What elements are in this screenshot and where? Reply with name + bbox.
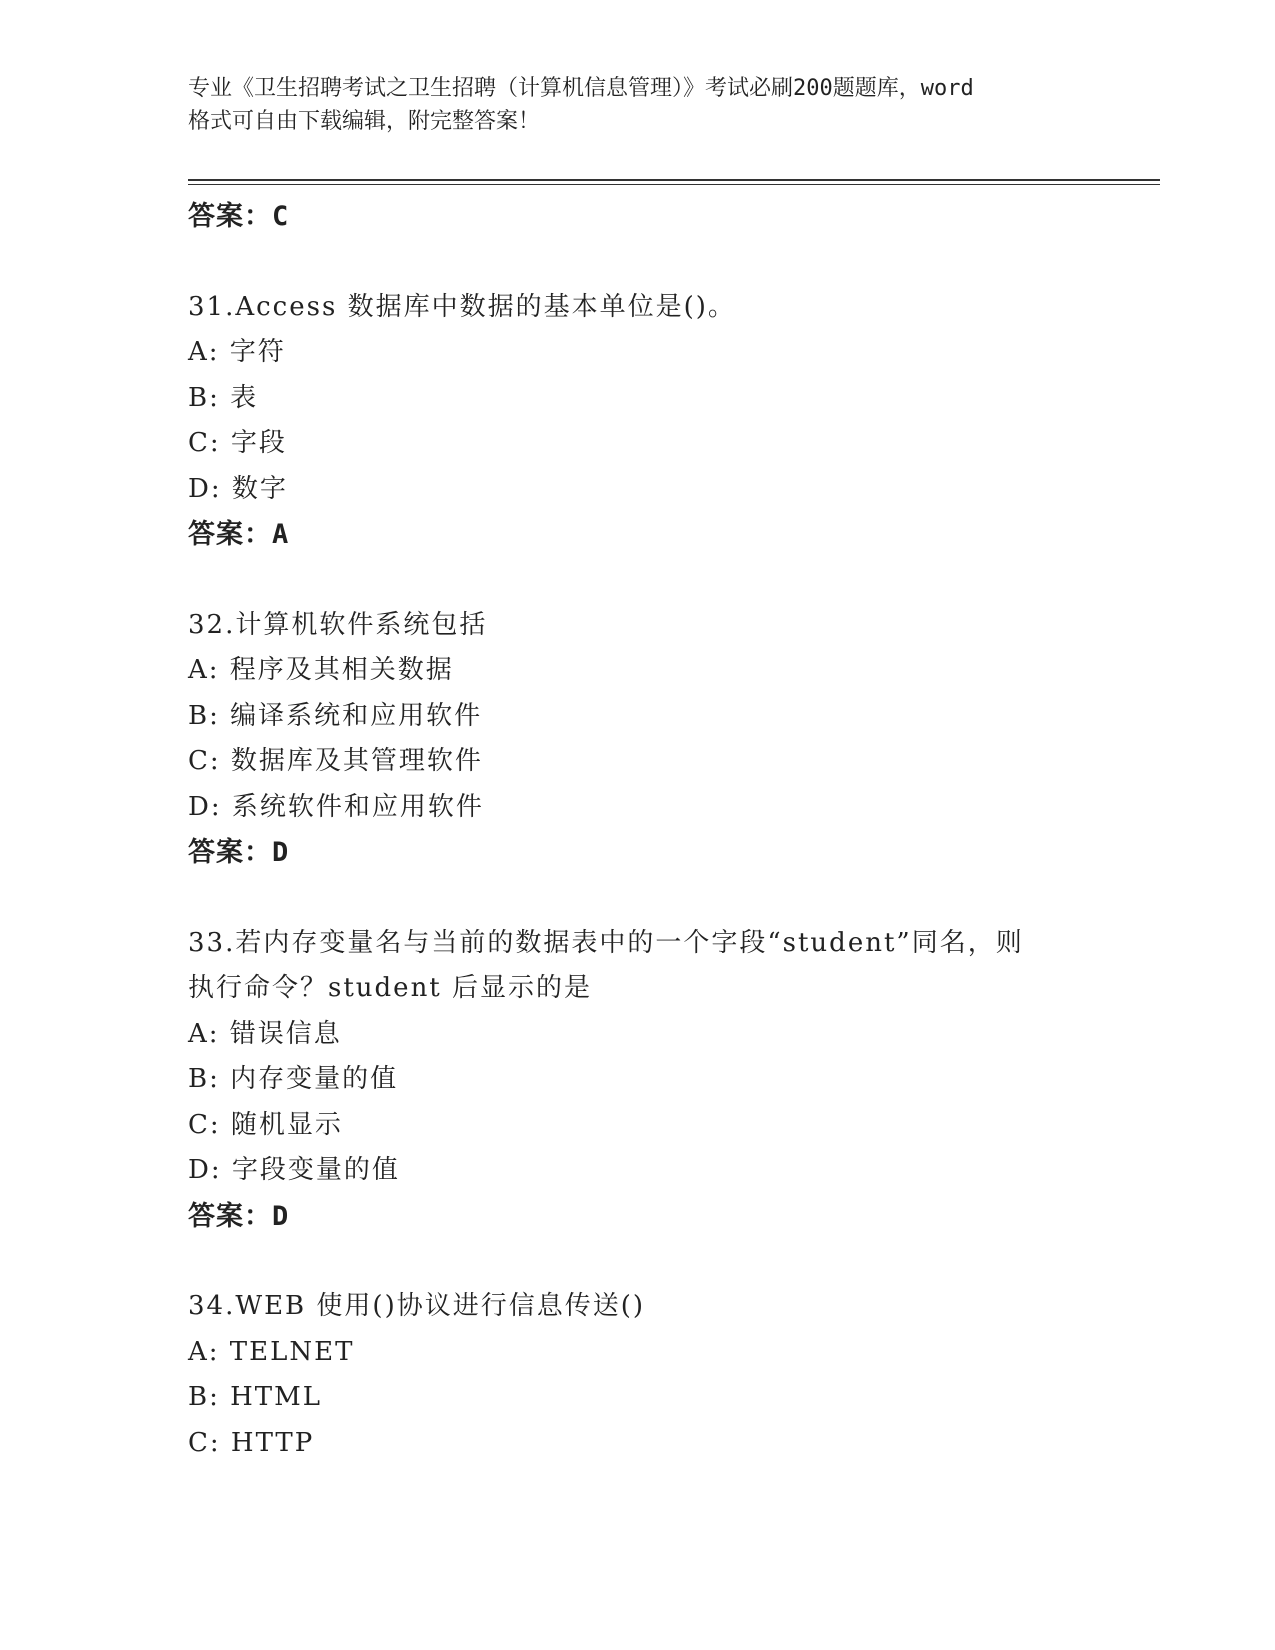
answer: 答案：D <box>188 1200 290 1232</box>
option-c: C: 字段 <box>188 428 287 458</box>
option-a: A: 字符 <box>188 337 286 367</box>
option-c: C: 数据库及其管理软件 <box>188 746 483 776</box>
document-header <box>188 72 1108 138</box>
header-line-2: 格式可自由下载编辑，附完整答案！ <box>188 109 541 134</box>
header-divider-thick <box>188 179 1160 181</box>
option-b: B: 编译系统和应用软件 <box>188 700 483 731</box>
option-d: D: 字段变量的值 <box>188 1155 400 1185</box>
option-c: C: HTTP <box>188 1427 315 1458</box>
option-b: B: 表 <box>188 382 259 413</box>
question-list <box>188 194 1148 1466</box>
question-stem: 32.计算机软件系统包括 <box>188 609 488 640</box>
answer: 答案：A <box>188 519 290 550</box>
question-block <box>188 921 1148 1240</box>
option-c: C: 随机显示 <box>188 1109 343 1140</box>
header-divider-thin <box>188 184 1160 185</box>
option-d: D: 数字 <box>188 473 288 504</box>
option-a: A: 错误信息 <box>188 1018 342 1049</box>
question-block <box>188 603 1148 876</box>
spacer <box>188 240 1148 285</box>
question-block <box>188 285 1148 558</box>
question-stem: 33.若内存变量名与当前的数据表中的一个字段“student”同名，则 <box>188 927 1024 958</box>
answer: 答案：D <box>188 837 290 868</box>
option-b: B: HTML <box>188 1382 323 1412</box>
option-a: A: TELNET <box>188 1336 355 1367</box>
option-b: B: 内存变量的值 <box>188 1064 399 1094</box>
question-stem-continued: 执行命令？student 后显示的是 <box>188 973 593 1003</box>
option-a: A: 程序及其相关数据 <box>188 655 454 685</box>
spacer <box>188 876 1148 921</box>
question-stem: 31.Access 数据库中数据的基本单位是()。 <box>188 291 736 322</box>
spacer <box>188 1239 1148 1284</box>
question-block <box>188 1284 1148 1466</box>
previous-answer: 答案：C <box>188 201 290 232</box>
header-line-1: 专业《卫生招聘考试之卫生招聘（计算机信息管理）》考试必刷200题题库，word <box>188 76 974 101</box>
option-d: D: 系统软件和应用软件 <box>188 791 484 822</box>
question-stem: 34.WEB 使用()协议进行信息传送() <box>188 1291 645 1321</box>
spacer <box>188 558 1148 603</box>
